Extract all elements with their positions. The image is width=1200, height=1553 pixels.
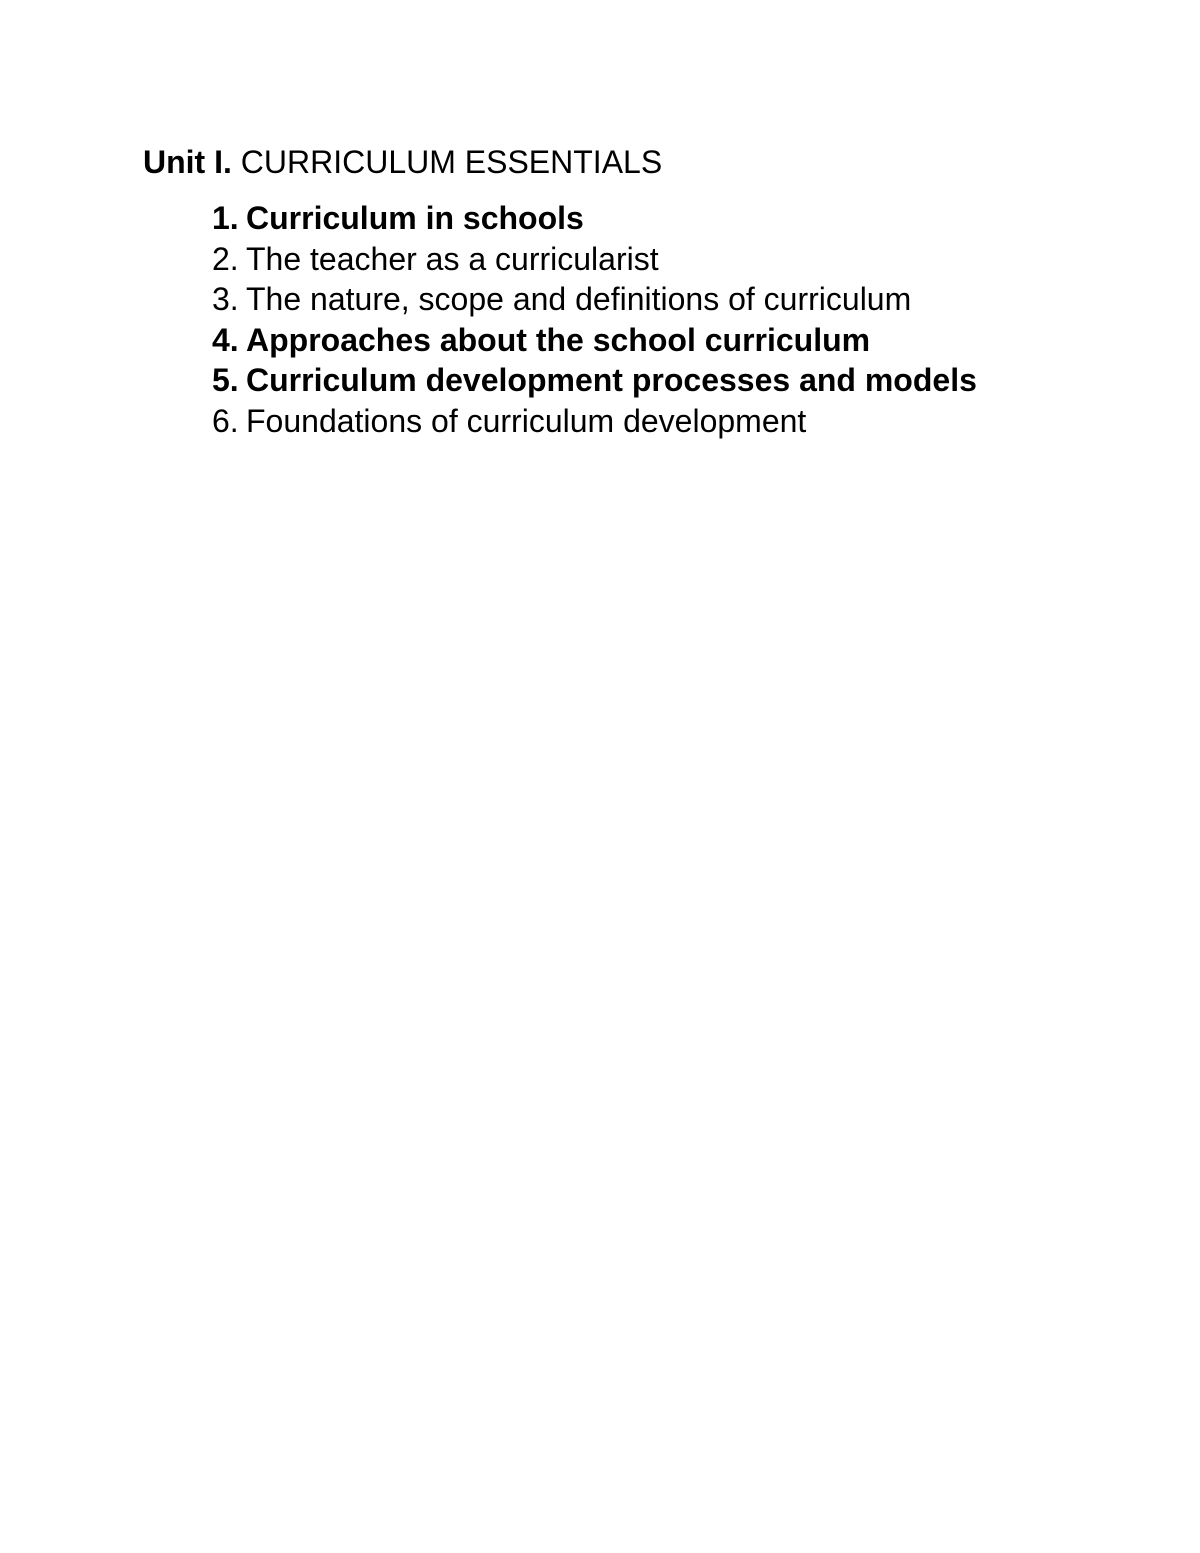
topic-text: Foundations of curriculum development (246, 402, 807, 439)
topic-text: Curriculum development processes and models (246, 362, 977, 398)
topic-item (212, 239, 977, 280)
topic-number: 4. (212, 321, 239, 358)
topic-text: The teacher as a curricularist (246, 240, 659, 277)
unit-label: Unit I. (143, 144, 232, 180)
topic-text: Approaches about the school curriculum (246, 321, 871, 358)
topic-item (212, 360, 977, 401)
topic-item (212, 320, 977, 361)
topic-list (212, 198, 977, 441)
topic-text: Curriculum in schools (246, 200, 584, 236)
topic-number: 3. (212, 281, 239, 317)
topic-number: 1. (212, 200, 239, 236)
topic-item (212, 279, 977, 320)
topic-item (212, 401, 977, 442)
unit-title: CURRICULUM ESSENTIALS (240, 144, 663, 180)
topic-number: 6. (212, 402, 239, 439)
topic-number: 2. (212, 240, 239, 277)
topic-item (212, 198, 977, 239)
topic-number: 5. (212, 362, 239, 398)
unit-heading (143, 142, 662, 182)
topic-text: The nature, scope and definitions of curriculum (246, 281, 912, 317)
